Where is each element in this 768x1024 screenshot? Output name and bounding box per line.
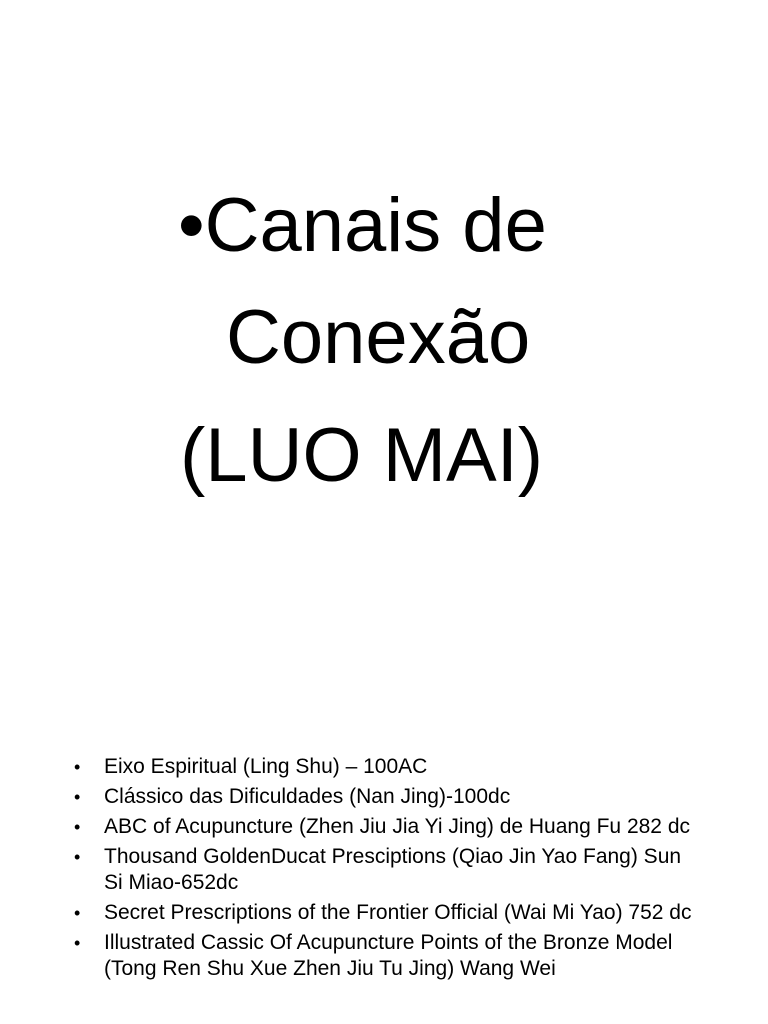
list-item xyxy=(74,814,694,840)
list-item-text: ABC of Acupuncture (Zhen Jiu Jia Yi Jing) de Huang Fu 282 dc xyxy=(104,815,691,838)
title-line-2: Conexão xyxy=(226,295,531,380)
title-line-3: (LUO MAI) xyxy=(180,413,544,498)
list-item-text: Eixo Espiritual (Ling Shu) – 100AC xyxy=(104,755,428,778)
list-item-text: Thousand GoldenDucat Presciptions (Qiao Jin Yao Fang) Sun Si Miao-652dc xyxy=(104,845,682,894)
reference-list xyxy=(74,754,694,986)
list-item-text: Secret Prescriptions of the Frontier Official (Wai Mi Yao) 752 dc xyxy=(104,901,692,924)
bullet-icon: • xyxy=(74,817,81,837)
title-line-1: •Canais de xyxy=(178,183,547,268)
bullet-icon: • xyxy=(74,847,81,867)
bullet-icon: • xyxy=(74,933,81,953)
bullet-icon: • xyxy=(74,903,81,923)
list-item xyxy=(74,900,694,926)
list-item xyxy=(74,930,694,982)
list-item xyxy=(74,844,694,896)
slide-title xyxy=(178,170,547,512)
list-item-text: Illustrated Cassic Of Acupuncture Points of the Bronze Model (Tong Ren Shu Xue Zhen Jiu Tu Jing) Wang Wei xyxy=(104,931,673,980)
bullet-icon: • xyxy=(74,787,81,807)
bullet-icon: • xyxy=(74,757,81,777)
list-item xyxy=(74,754,694,780)
list-item xyxy=(74,784,694,810)
list-item-text: Clássico das Dificuldades (Nan Jing)-100dc xyxy=(104,785,511,808)
